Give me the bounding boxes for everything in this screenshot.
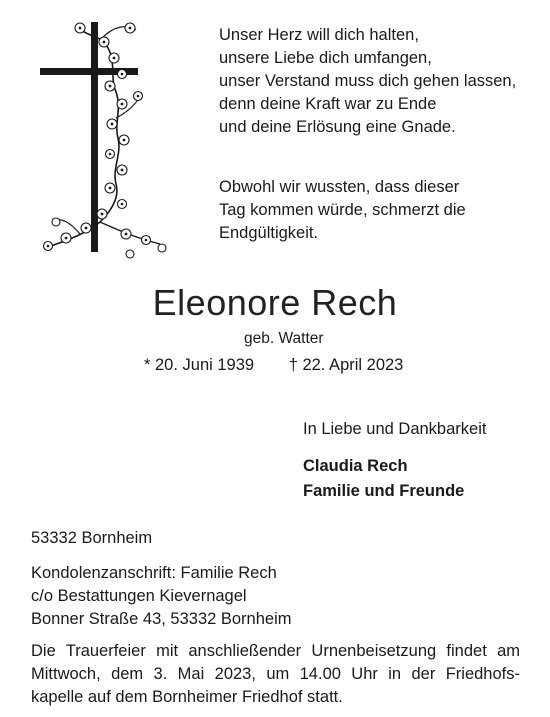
location: 53332 Bornheim — [31, 529, 153, 547]
life-dates — [144, 354, 403, 377]
poem-line: und deine Erlösung eine Gnade. — [219, 118, 456, 136]
poem-line: Endgültigkeit. — [219, 224, 319, 242]
condolence-address-line: Bonner Straße 43, 53332 Bornheim — [31, 610, 292, 628]
poem-stanza-2 — [219, 176, 466, 245]
poem-stanza-1 — [219, 24, 516, 139]
cross-with-blossoms-icon — [30, 8, 180, 266]
poem-line: Unser Herz will dich halten, — [219, 26, 419, 44]
poem-line: denn deine Kraft war zu Ende — [219, 95, 437, 113]
mourner-name: Familie und Freunde — [303, 482, 465, 500]
death-date: † 22. April 2023 — [288, 356, 404, 374]
funeral-notice-line: kapelle auf dem Bornheimer Friedhof statt. — [31, 688, 343, 706]
poem-line: Obwohl wir wussten, dass dieser — [219, 178, 460, 196]
mourners-intro: In Liebe und Dankbarkeit — [303, 420, 487, 438]
funeral-notice-line: Mittwoch, dem 3. Mai 2023, um 14.00 Uhr in der Friedhofs- — [31, 665, 520, 683]
mourner-name: Claudia Rech — [303, 457, 408, 475]
birth-name: geb. Watter — [244, 330, 324, 347]
condolence-address-line: c/o Bestattungen Kievernagel — [31, 587, 247, 605]
birth-date: * 20. Juni 1939 — [144, 356, 255, 374]
poem-line: Tag kommen würde, schmerzt die — [219, 201, 466, 219]
funeral-notice-line: Die Trauerfeier mit anschließender Urnenbeisetzung findet am — [31, 642, 520, 660]
poem-line: unser Verstand muss dich gehen lassen, — [219, 72, 517, 90]
condolence-address-line: Kondolenzanschrift: Familie Rech — [31, 564, 277, 582]
deceased-name: Eleonore Rech — [152, 282, 398, 323]
funeral-notice — [31, 640, 520, 709]
poem-line: unsere Liebe dich umfangen, — [219, 49, 432, 67]
